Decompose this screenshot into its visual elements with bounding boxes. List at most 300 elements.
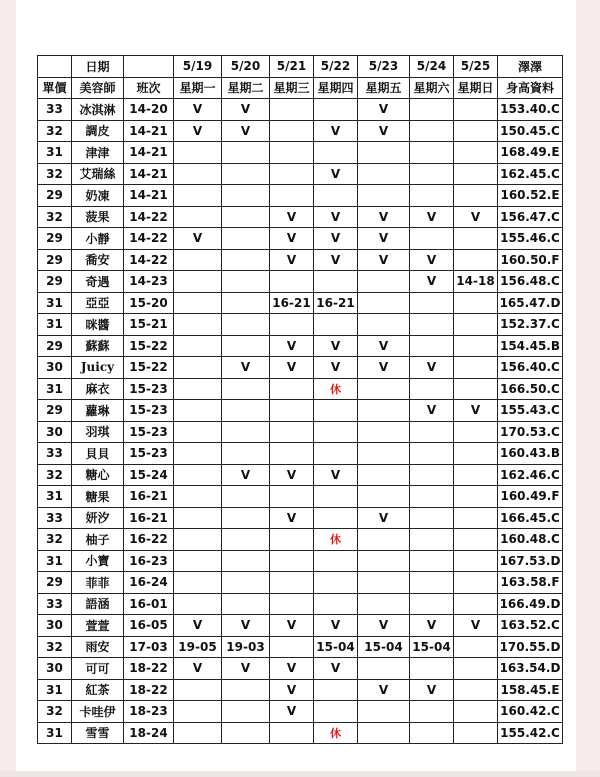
extra-top-label: 澤澤: [498, 56, 563, 78]
schedule-cell: V: [314, 658, 358, 680]
schedule-cell: V: [174, 658, 222, 680]
schedule-cell: [270, 271, 314, 293]
schedule-cell: [270, 378, 314, 400]
schedule-cell: [454, 163, 498, 185]
date-wed: 5/21: [270, 56, 314, 78]
schedule-cell: V: [358, 507, 410, 529]
stylist-name-cell: 糖心: [72, 464, 124, 486]
schedule-cell: [174, 335, 222, 357]
price-cell: 31: [38, 314, 72, 336]
height-data-cell: 166.49.D: [498, 593, 563, 615]
height-data-cell: 166.45.C: [498, 507, 563, 529]
date-sun: 5/25: [454, 56, 498, 78]
weekday-wed: 星期三: [270, 77, 314, 99]
schedule-cell: [358, 529, 410, 551]
schedule-cell: V: [314, 120, 358, 142]
schedule-cell: V: [222, 99, 270, 121]
table-row: [38, 378, 563, 400]
height-data-cell: 152.37.C: [498, 314, 563, 336]
schedule-cell: [358, 701, 410, 723]
schedule-cell: [222, 722, 270, 744]
schedule-cell: [410, 99, 454, 121]
schedule-cell: [358, 400, 410, 422]
price-cell: 32: [38, 529, 72, 551]
date-mon: 5/19: [174, 56, 222, 78]
header-row-weekdays: [38, 77, 563, 99]
schedule-cell: [174, 486, 222, 508]
schedule-cell: [222, 679, 270, 701]
table-row: [38, 722, 563, 744]
schedule-cell: [410, 421, 454, 443]
schedule-cell: [410, 464, 454, 486]
schedule-cell: [174, 185, 222, 207]
table-row: [38, 271, 563, 293]
schedule-cell: [222, 529, 270, 551]
schedule-cell: [314, 400, 358, 422]
schedule-cell: V: [222, 615, 270, 637]
stylist-name-cell: 冰淇淋: [72, 99, 124, 121]
stylist-name-cell: 貝貝: [72, 443, 124, 465]
schedule-cell: [174, 292, 222, 314]
schedule-cell: [174, 163, 222, 185]
weekday-sun: 星期日: [454, 77, 498, 99]
schedule-cell: V: [410, 271, 454, 293]
table-row: [38, 292, 563, 314]
schedule-cell: V: [174, 120, 222, 142]
schedule-cell: [358, 163, 410, 185]
schedule-cell: [454, 464, 498, 486]
height-data-cell: 160.52.E: [498, 185, 563, 207]
schedule-cell: V: [174, 615, 222, 637]
shift-cell: 18-22: [124, 658, 174, 680]
schedule-cell: [222, 486, 270, 508]
schedule-cell: [174, 357, 222, 379]
height-data-cell: 156.48.C: [498, 271, 563, 293]
schedule-cell: [270, 99, 314, 121]
schedule-cell: [454, 701, 498, 723]
schedule-cell: [410, 722, 454, 744]
table-row: [38, 185, 563, 207]
schedule-cell: [358, 464, 410, 486]
shift-cell: 17-03: [124, 636, 174, 658]
schedule-cell: [358, 292, 410, 314]
schedule-cell: 休: [314, 529, 358, 551]
table-row: [38, 572, 563, 594]
schedule-cell: [222, 421, 270, 443]
shift-cell: 15-23: [124, 400, 174, 422]
schedule-cell: [174, 378, 222, 400]
schedule-cell: [410, 443, 454, 465]
height-data-cell: 162.46.C: [498, 464, 563, 486]
schedule-cell: [270, 722, 314, 744]
schedule-cell: [314, 314, 358, 336]
schedule-cell: [358, 486, 410, 508]
weekday-thu: 星期四: [314, 77, 358, 99]
shift-cell: 16-21: [124, 507, 174, 529]
schedule-cell: [358, 421, 410, 443]
height-data-cell: 155.43.C: [498, 400, 563, 422]
schedule-cell: [410, 486, 454, 508]
schedule-cell: [222, 206, 270, 228]
shift-cell: 14-21: [124, 120, 174, 142]
schedule-cell: [454, 249, 498, 271]
schedule-body: [38, 56, 563, 744]
schedule-cell: [174, 421, 222, 443]
header-blank-cell: [124, 56, 174, 78]
shift-cell: 18-23: [124, 701, 174, 723]
stylist-name-cell: 麻衣: [72, 378, 124, 400]
shift-cell: 14-21: [124, 142, 174, 164]
schedule-cell: [222, 292, 270, 314]
schedule-cell: [222, 335, 270, 357]
price-cell: 31: [38, 679, 72, 701]
schedule-cell: [222, 443, 270, 465]
shift-cell: 14-21: [124, 163, 174, 185]
price-cell: 32: [38, 701, 72, 723]
table-row: [38, 615, 563, 637]
schedule-cell: [222, 593, 270, 615]
schedule-cell: [410, 593, 454, 615]
table-row: [38, 636, 563, 658]
schedule-cell: [410, 185, 454, 207]
weekday-mon: 星期一: [174, 77, 222, 99]
schedule-cell: V: [314, 206, 358, 228]
schedule-cell: [222, 314, 270, 336]
height-data-cell: 163.54.D: [498, 658, 563, 680]
schedule-cell: V: [358, 335, 410, 357]
schedule-cell: [410, 120, 454, 142]
schedule-cell: [454, 486, 498, 508]
shift-cell: 15-22: [124, 335, 174, 357]
schedule-cell: V: [358, 249, 410, 271]
height-data-cell: 170.55.D: [498, 636, 563, 658]
height-data-cell: 155.42.C: [498, 722, 563, 744]
date-sat: 5/24: [410, 56, 454, 78]
schedule-cell: V: [314, 357, 358, 379]
shift-cell: 15-22: [124, 357, 174, 379]
price-cell: 32: [38, 636, 72, 658]
table-row: [38, 249, 563, 271]
schedule-cell: [270, 443, 314, 465]
price-cell: 30: [38, 615, 72, 637]
schedule-cell: [410, 701, 454, 723]
price-cell: 30: [38, 357, 72, 379]
schedule-cell: [358, 593, 410, 615]
price-cell: 32: [38, 120, 72, 142]
schedule-cell: [454, 722, 498, 744]
table-row: [38, 163, 563, 185]
schedule-cell: V: [270, 249, 314, 271]
stylist-name-cell: 喬安: [72, 249, 124, 271]
schedule-cell: V: [222, 658, 270, 680]
height-data-cell: 160.50.F: [498, 249, 563, 271]
height-data-cell: 165.47.D: [498, 292, 563, 314]
schedule-cell: [454, 185, 498, 207]
table-row: [38, 421, 563, 443]
schedule-cell: [222, 185, 270, 207]
table-row: [38, 529, 563, 551]
schedule-cell: V: [454, 615, 498, 637]
schedule-cell: [454, 507, 498, 529]
price-cell: 33: [38, 507, 72, 529]
stylist-name-cell: 咪醬: [72, 314, 124, 336]
stylist-name-cell: 艾瑞絲: [72, 163, 124, 185]
schedule-cell: [410, 292, 454, 314]
price-cell: 32: [38, 163, 72, 185]
schedule-cell: [270, 120, 314, 142]
height-data-cell: 162.45.C: [498, 163, 563, 185]
stylist-name-cell: 妍汐: [72, 507, 124, 529]
schedule-cell: V: [270, 507, 314, 529]
schedule-cell: [358, 142, 410, 164]
table-row: [38, 507, 563, 529]
schedule-cell: V: [358, 357, 410, 379]
height-data-cell: 156.47.C: [498, 206, 563, 228]
schedule-cell: [358, 658, 410, 680]
table-row: [38, 99, 563, 121]
schedule-cell: V: [410, 679, 454, 701]
schedule-cell: [410, 572, 454, 594]
schedule-cell: [174, 271, 222, 293]
schedule-cell: [174, 400, 222, 422]
shift-cell: 14-21: [124, 185, 174, 207]
schedule-cell: [314, 142, 358, 164]
schedule-cell: 14-18: [454, 271, 498, 293]
schedule-cell: V: [314, 615, 358, 637]
stylist-name-cell: 雨安: [72, 636, 124, 658]
schedule-cell: [410, 378, 454, 400]
schedule-cell: V: [270, 464, 314, 486]
table-row: [38, 593, 563, 615]
schedule-cell: [174, 443, 222, 465]
schedule-cell: [270, 314, 314, 336]
schedule-cell: [270, 593, 314, 615]
schedule-cell: [174, 701, 222, 723]
schedule-cell: [454, 99, 498, 121]
height-data-cell: 163.58.F: [498, 572, 563, 594]
schedule-cell: [454, 120, 498, 142]
shift-cell: 14-20: [124, 99, 174, 121]
schedule-cell: [314, 443, 358, 465]
price-cell: 29: [38, 572, 72, 594]
schedule-cell: [222, 550, 270, 572]
price-cell: 31: [38, 486, 72, 508]
shift-cell: 15-21: [124, 314, 174, 336]
schedule-cell: V: [358, 99, 410, 121]
schedule-cell: V: [222, 464, 270, 486]
stylist-name-cell: 小靜: [72, 228, 124, 250]
schedule-cell: [454, 443, 498, 465]
schedule-cell: V: [314, 163, 358, 185]
table-row: [38, 335, 563, 357]
table-row: [38, 486, 563, 508]
stylist-name-cell: 小寶: [72, 550, 124, 572]
shift-cell: 15-23: [124, 378, 174, 400]
schedule-cell: [270, 421, 314, 443]
schedule-cell: [358, 378, 410, 400]
stylist-name-cell: 菠果: [72, 206, 124, 228]
schedule-cell: [358, 550, 410, 572]
price-cell: 29: [38, 271, 72, 293]
schedule-cell: [358, 185, 410, 207]
table-row: [38, 400, 563, 422]
schedule-cell: [314, 507, 358, 529]
schedule-cell: [270, 185, 314, 207]
stylist-name-cell: 語涵: [72, 593, 124, 615]
shift-cell: 18-24: [124, 722, 174, 744]
schedule-cell: V: [410, 615, 454, 637]
schedule-cell: [314, 99, 358, 121]
schedule-cell: [410, 314, 454, 336]
schedule-cell: 15-04: [410, 636, 454, 658]
height-data-cell: 170.53.C: [498, 421, 563, 443]
stylist-name-cell: 柚子: [72, 529, 124, 551]
table-row: [38, 120, 563, 142]
price-cell: 32: [38, 464, 72, 486]
shift-cell: 16-05: [124, 615, 174, 637]
stylist-name-cell: 亞亞: [72, 292, 124, 314]
schedule-cell: [454, 142, 498, 164]
schedule-cell: V: [314, 335, 358, 357]
height-data-cell: 160.43.B: [498, 443, 563, 465]
schedule-cell: [314, 679, 358, 701]
schedule-cell: 15-04: [314, 636, 358, 658]
schedule-cell: [454, 228, 498, 250]
price-cell: 29: [38, 185, 72, 207]
schedule-cell: [222, 507, 270, 529]
schedule-cell: [454, 378, 498, 400]
schedule-cell: [314, 572, 358, 594]
schedule-cell: V: [314, 464, 358, 486]
schedule-cell: [358, 271, 410, 293]
shift-cell: 14-22: [124, 249, 174, 271]
table-row: [38, 228, 563, 250]
schedule-cell: V: [410, 357, 454, 379]
schedule-cell: [454, 421, 498, 443]
price-cell: 31: [38, 378, 72, 400]
shift-cell: 16-23: [124, 550, 174, 572]
shift-cell: 15-24: [124, 464, 174, 486]
schedule-cell: [454, 636, 498, 658]
weekday-sat: 星期六: [410, 77, 454, 99]
price-cell: 29: [38, 400, 72, 422]
schedule-cell: [454, 335, 498, 357]
schedule-cell: [314, 185, 358, 207]
schedule-cell: V: [174, 99, 222, 121]
shift-cell: 15-23: [124, 421, 174, 443]
schedule-cell: [222, 572, 270, 594]
schedule-cell: [270, 163, 314, 185]
schedule-cell: [270, 142, 314, 164]
schedule-table: [37, 55, 563, 744]
schedule-cell: [270, 572, 314, 594]
schedule-cell: [454, 679, 498, 701]
height-data-cell: 166.50.C: [498, 378, 563, 400]
schedule-cell: [454, 593, 498, 615]
price-cell: 29: [38, 335, 72, 357]
table-row: [38, 142, 563, 164]
schedule-cell: [314, 271, 358, 293]
schedule-cell: [410, 529, 454, 551]
schedule-cell: 19-03: [222, 636, 270, 658]
price-cell: 29: [38, 249, 72, 271]
price-cell: 33: [38, 593, 72, 615]
schedule-cell: [270, 636, 314, 658]
weekday-tue: 星期二: [222, 77, 270, 99]
shift-cell: 15-23: [124, 443, 174, 465]
price-cell: 30: [38, 658, 72, 680]
stylist-name-cell: 蘿琳: [72, 400, 124, 422]
schedule-cell: 16-21: [314, 292, 358, 314]
schedule-cell: [314, 486, 358, 508]
schedule-cell: [222, 271, 270, 293]
schedule-cell: [454, 572, 498, 594]
stylist-name-cell: 奇遇: [72, 271, 124, 293]
table-row: [38, 314, 563, 336]
schedule-cell: [270, 550, 314, 572]
height-data-cell: 158.45.E: [498, 679, 563, 701]
shift-cell: 16-22: [124, 529, 174, 551]
schedule-cell: V: [358, 615, 410, 637]
schedule-cell: V: [454, 206, 498, 228]
table-row: [38, 443, 563, 465]
schedule-cell: [174, 593, 222, 615]
table-row: [38, 464, 563, 486]
height-data-cell: 154.45.B: [498, 335, 563, 357]
schedule-cell: [174, 142, 222, 164]
stylist-name-cell: 津津: [72, 142, 124, 164]
shift-cell: 16-01: [124, 593, 174, 615]
height-data-cell: 155.46.C: [498, 228, 563, 250]
schedule-cell: V: [410, 249, 454, 271]
schedule-cell: V: [174, 228, 222, 250]
height-data-cell: 150.45.C: [498, 120, 563, 142]
price-cell: 30: [38, 421, 72, 443]
stylist-name-cell: 調皮: [72, 120, 124, 142]
weekday-fri: 星期五: [358, 77, 410, 99]
schedule-cell: [174, 572, 222, 594]
stylist-name-cell: 菲菲: [72, 572, 124, 594]
schedule-cell: [454, 550, 498, 572]
schedule-cell: V: [270, 658, 314, 680]
schedule-cell: [454, 529, 498, 551]
schedule-cell: [222, 142, 270, 164]
schedule-cell: V: [314, 228, 358, 250]
schedule-cell: V: [222, 357, 270, 379]
schedule-cell: 休: [314, 722, 358, 744]
bottom-band: [0, 771, 600, 777]
table-row: [38, 701, 563, 723]
schedule-cell: V: [270, 701, 314, 723]
date-tue: 5/20: [222, 56, 270, 78]
table-row: [38, 550, 563, 572]
schedule-cell: [358, 314, 410, 336]
schedule-cell: V: [270, 679, 314, 701]
height-data-cell: 168.49.E: [498, 142, 563, 164]
stylist-name-cell: 萱萱: [72, 615, 124, 637]
schedule-cell: [314, 593, 358, 615]
schedule-cell: V: [410, 206, 454, 228]
schedule-cell: V: [270, 357, 314, 379]
schedule-cell: [410, 507, 454, 529]
schedule-cell: [358, 443, 410, 465]
stylist-name-cell: 卡哇伊: [72, 701, 124, 723]
stylist-name-cell: 可可: [72, 658, 124, 680]
schedule-cell: [222, 701, 270, 723]
table-row: [38, 658, 563, 680]
schedule-cell: [314, 550, 358, 572]
schedule-cell: V: [358, 228, 410, 250]
